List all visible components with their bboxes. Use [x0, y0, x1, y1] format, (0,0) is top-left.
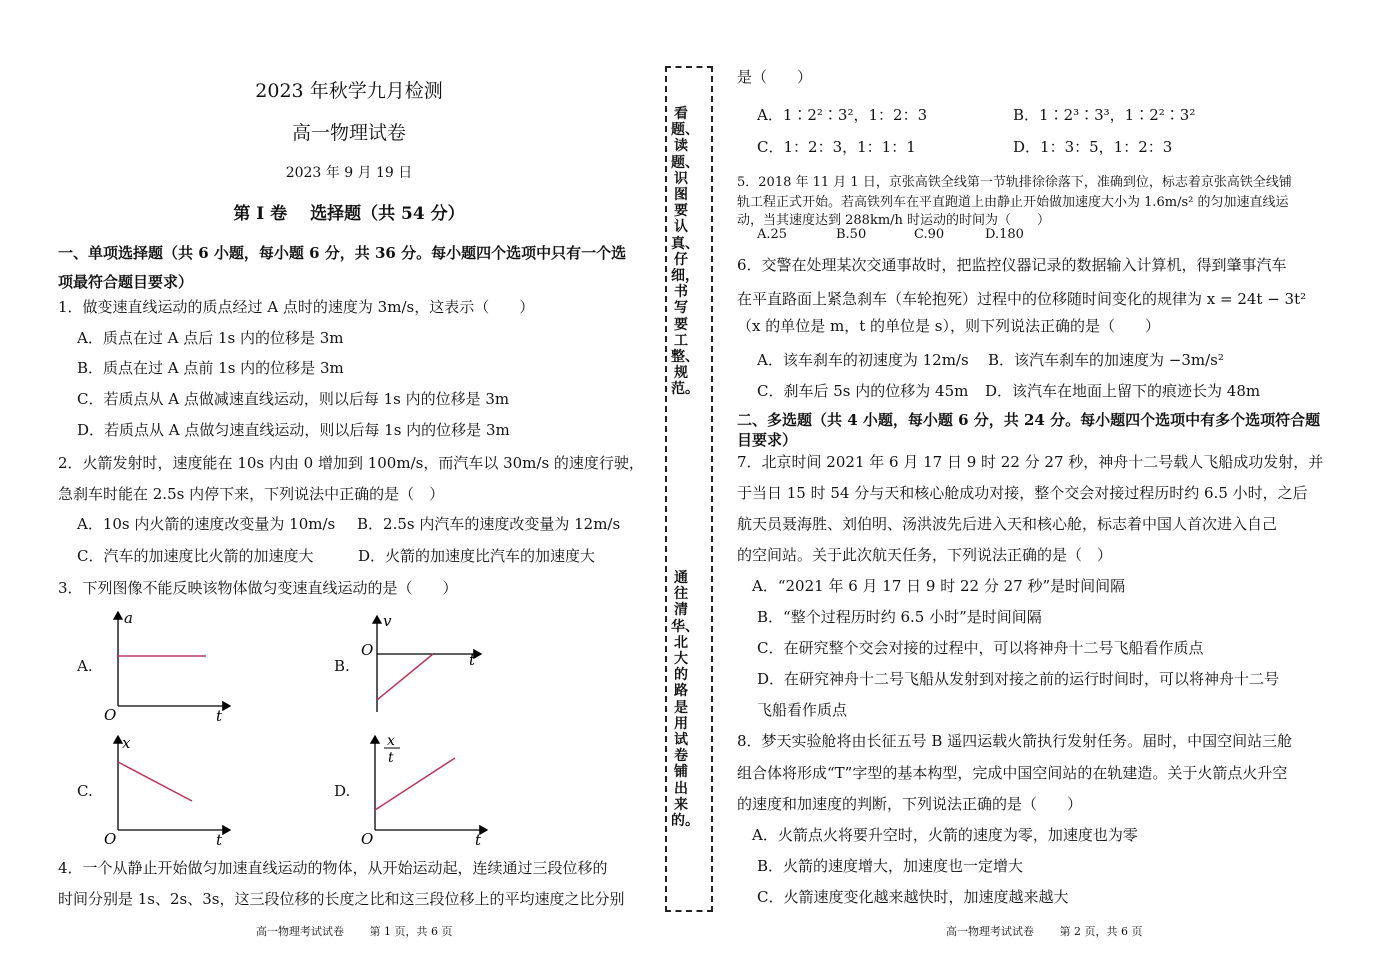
q3c-x-label: t — [216, 831, 223, 849]
q3b-y-label: v — [383, 612, 392, 630]
q3a-y-label: a — [124, 609, 133, 627]
q4-option-a: A．1∶2²∶3²，1：2：3 — [757, 106, 928, 124]
q2-stem-l2: 急刹车时能在 2.5s 内停下来，下列说法中正确的是（ ） — [58, 485, 445, 503]
q1-option-d: D．若质点从 A 点做匀速直线运动，则以后每 1s 内的位移是 3m — [77, 421, 510, 439]
q3a-origin: O — [104, 706, 117, 724]
section-title — [0, 199, 698, 224]
q1-option-a: A．质点在过 A 点后 1s 内的位移是 3m — [77, 329, 344, 347]
q6-option-c: C．刹车后 5s 内的位移为 45m — [757, 382, 969, 400]
q6-line1: 6．交警在处理某次交通事故时，把监控仪器记录的数据输入计算机，得到肇事汽车 — [737, 256, 1287, 274]
q3-graph-a — [98, 608, 238, 726]
q7-line4: 的空间站。关于此次航天任务，下列说法正确的是（ ） — [737, 546, 1113, 564]
q8-option-c: C．火箭速度变化越来越快时，加速度越来越大 — [757, 888, 1069, 906]
q3-label-a: A. — [77, 657, 93, 675]
title-line2: 高一物理试卷 — [291, 122, 406, 144]
part2-heading-l2: 目要求） — [737, 431, 798, 449]
exam-date — [0, 162, 698, 182]
q3-stem: 3．下列图像不能反映该物体做匀变速直线运动的是（ ） — [58, 579, 458, 597]
margin-slogan-2: 通往清华、北大的路是用试卷铺出来的。 — [671, 570, 699, 830]
q3-graph-d — [357, 732, 497, 850]
q5-option-a: A.25 — [757, 227, 788, 242]
q2-option-c: C．汽车的加速度比火箭的加速度大 — [77, 547, 314, 565]
q7-option-b: B．“整个过程历时约 6.5 小时”是时间间隔 — [757, 608, 1042, 626]
q3-graph-c — [98, 732, 238, 850]
part1-heading-l2: 项最符合题目要求） — [58, 273, 194, 291]
q5-line2: 轨工程正式开始。若高铁列车在平直跑道上由静止开始做加速度大小为 1.6m/s² 的匀加速直线运 — [737, 195, 1289, 210]
q3c-data-line — [118, 762, 192, 801]
q3-label-c: C. — [77, 782, 93, 800]
q4-stem-l2: 时间分别是 1s、2s、3s，这三段位移的长度之比和这三段位移上的平均速度之比分别 — [58, 890, 625, 908]
q2-stem-l1: 2．火箭发射时，速度能在 10s 内由 0 增加到 100m/s，而汽车以 30m/s 的速度行驶， — [58, 454, 644, 472]
exam-subtitle — [0, 118, 698, 145]
q6-option-d: D．该汽车在地面上留下的痕迹长为 48m — [985, 382, 1261, 400]
q1-option-c: C．若质点从 A 点做减速直线运动，则以后每 1s 内的位移是 3m — [77, 390, 510, 408]
q8-option-a: A．火箭点火将要升空时，火箭的速度为零，加速度也为零 — [752, 826, 1138, 844]
q4-option-c: C．1：2：3，1：1：1 — [757, 138, 916, 156]
q2-option-d: D．火箭的加速度比汽车的加速度大 — [358, 547, 596, 565]
q1-option-b: B．质点在过 A 点前 1s 内的位移是 3m — [77, 359, 344, 377]
q3d-data-line — [375, 758, 455, 810]
footer-right: 高一物理考试试卷 第 2 页，共 6 页 — [946, 925, 1143, 938]
q3b-data-line — [377, 654, 433, 700]
q5-option-c: C.90 — [914, 227, 945, 242]
part2-heading-l1: 二、多选题（共 4 小题，每小题 6 分，共 24 分。每小题四个选项中有多个选项符合题 — [737, 411, 1321, 429]
q3b-origin: O — [361, 641, 374, 659]
title-line1: 2023 年秋学九月检测 — [255, 80, 443, 102]
q7-line3: 航天员聂海胜、刘伯明、汤洪波先后进入天和核心舱，标志着中国人首次进入自己 — [737, 515, 1278, 533]
q3d-x-label: t — [475, 831, 482, 849]
q7-line1: 7．北京时间 2021 年 6 月 17 日 9 时 22 分 27 秒，神舟十二号载人飞船成功发射，并 — [737, 453, 1324, 471]
q8-option-b: B．火箭的速度增大，加速度也一定增大 — [757, 857, 1024, 875]
q3c-origin: O — [104, 830, 117, 848]
q3c-y-label: x — [122, 734, 131, 752]
footer-left: 高一物理考试试卷 第 1 页，共 6 页 — [256, 925, 453, 938]
q4-option-d: D．1：3：5，1：2：3 — [1013, 138, 1173, 156]
q8-line3: 的速度和加速度的判断，下列说法正确的是（ ） — [737, 795, 1083, 813]
q8-line2: 组合体将形成“T”字型的基本构型，完成中国空间站的在轨建造。关于火箭点火升空 — [737, 764, 1288, 782]
q3a-x-label: t — [216, 707, 223, 725]
q6-option-b: B．该汽车刹车的加速度为 −3m/s² — [988, 351, 1224, 369]
q7-option-d-l2: 飞船看作质点 — [757, 701, 848, 719]
q3-graph-b — [357, 612, 487, 718]
q7-line2: 于当日 15 时 54 分与天和核心舱成功对接，整个交会对接过程历时约 6.5 小时，之后 — [737, 484, 1308, 502]
q3-label-d: D. — [334, 782, 351, 800]
q5-line1: 5．2018 年 11 月 1 日，京张高铁全线第一节轨排徐徐落下，准确到位，标志着京张高铁全线铺 — [737, 175, 1292, 190]
q3d-y-den: t — [388, 750, 394, 766]
q3-label-b: B. — [334, 657, 350, 675]
q6-line2: 在平直路面上紧急刹车（车轮抱死）过程中的位移随时间变化的规律为 x = 24t − 3t² — [737, 290, 1307, 308]
part1-heading-l1: 一、单项选择题（共 6 小题，每小题 6 分，共 36 分。每小题四个选项中只有一个选 — [58, 244, 627, 262]
q7-option-d-l1: D．在研究神舟十二号飞船从发射到对接之前的运行时间时，可以将神舟十二号 — [757, 670, 1280, 688]
section-title-text: 第 I 卷 选择题（共 54 分） — [233, 204, 465, 224]
q4-option-b: B．1∶2³∶3³，1∶2²∶3² — [1013, 106, 1196, 124]
q6-line3: （x 的单位是 m，t 的单位是 s），则下列说法正确的是（ ） — [737, 317, 1160, 335]
q8-line1: 8．梦天实验舱将由长征五号 B 遥四运载火箭执行发射任务。届时，中国空间站三舱 — [737, 732, 1293, 750]
q2-option-b: B．2.5s 内汽车的速度改变量为 12m/s — [357, 515, 621, 533]
exam-title — [0, 76, 698, 103]
date-text: 2023 年 9 月 19 日 — [285, 165, 413, 181]
q6-option-a: A．该车刹车的初速度为 12m/s — [757, 351, 969, 369]
q5-option-d: D.180 — [985, 227, 1024, 242]
q3d-origin: O — [361, 830, 374, 848]
q1-stem: 1．做变速直线运动的质点经过 A 点时的速度为 3m/s，这表示（ ） — [58, 298, 535, 316]
q3b-x-label: t — [469, 651, 476, 669]
q7-option-a: A．“2021 年 6 月 17 日 9 时 22 分 27 秒”是时间间隔 — [752, 577, 1126, 595]
margin-slogan-1: 看题、读题、识图要认真、仔细，书写要工整、规范。 — [671, 106, 699, 398]
q4-stem-l3: 是（ ） — [737, 68, 813, 86]
q5-line3: 动，当其速度达到 288km/h 时运动的时间为（ ） — [737, 213, 1051, 228]
q7-option-c: C．在研究整个交会对接的过程中，可以将神舟十二号飞船看作质点 — [757, 639, 1204, 657]
q2-option-a: A．10s 内火箭的速度改变量为 10m/s — [77, 515, 336, 533]
q3d-y-num: x — [387, 733, 395, 749]
q4-stem-l1: 4．一个从静止开始做匀加速直线运动的物体，从开始运动起，连续通过三段位移的 — [58, 859, 608, 877]
q5-option-b: B.50 — [836, 227, 867, 242]
